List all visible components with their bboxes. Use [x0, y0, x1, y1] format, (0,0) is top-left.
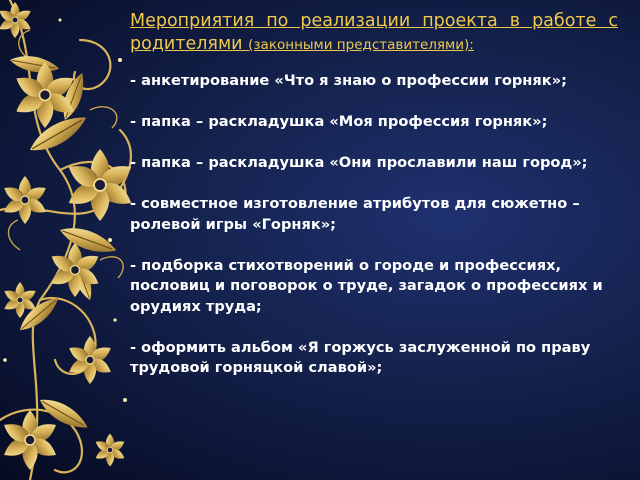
title-sub: (законными представителями): [248, 37, 474, 53]
list-item: - совместное изготовление атрибутов для сюжетно – ролевой игры «Горняк»; [130, 195, 580, 233]
list-item: - подборка стихотворений о городе и профессиях, пословиц и поговорок о труде, загадок о профессиях и орудиях труда; [130, 256, 603, 315]
list-item: - оформить альбом «Я горжусь заслуженной по праву трудовой горняцкой славой»; [130, 338, 591, 376]
list-item: - папка – раскладушка «Моя профессия горняк»; [130, 113, 548, 130]
title-main: Мероприятия по реализации проекта в работе с родителями [130, 11, 618, 54]
activity-list [130, 71, 618, 379]
content-area [130, 10, 618, 399]
slide-title [130, 10, 618, 57]
list-item: - папка – раскладушка «Они прославили наш город»; [130, 154, 588, 171]
list-item: - анкетирование «Что я знаю о профессии горняк»; [130, 72, 567, 89]
